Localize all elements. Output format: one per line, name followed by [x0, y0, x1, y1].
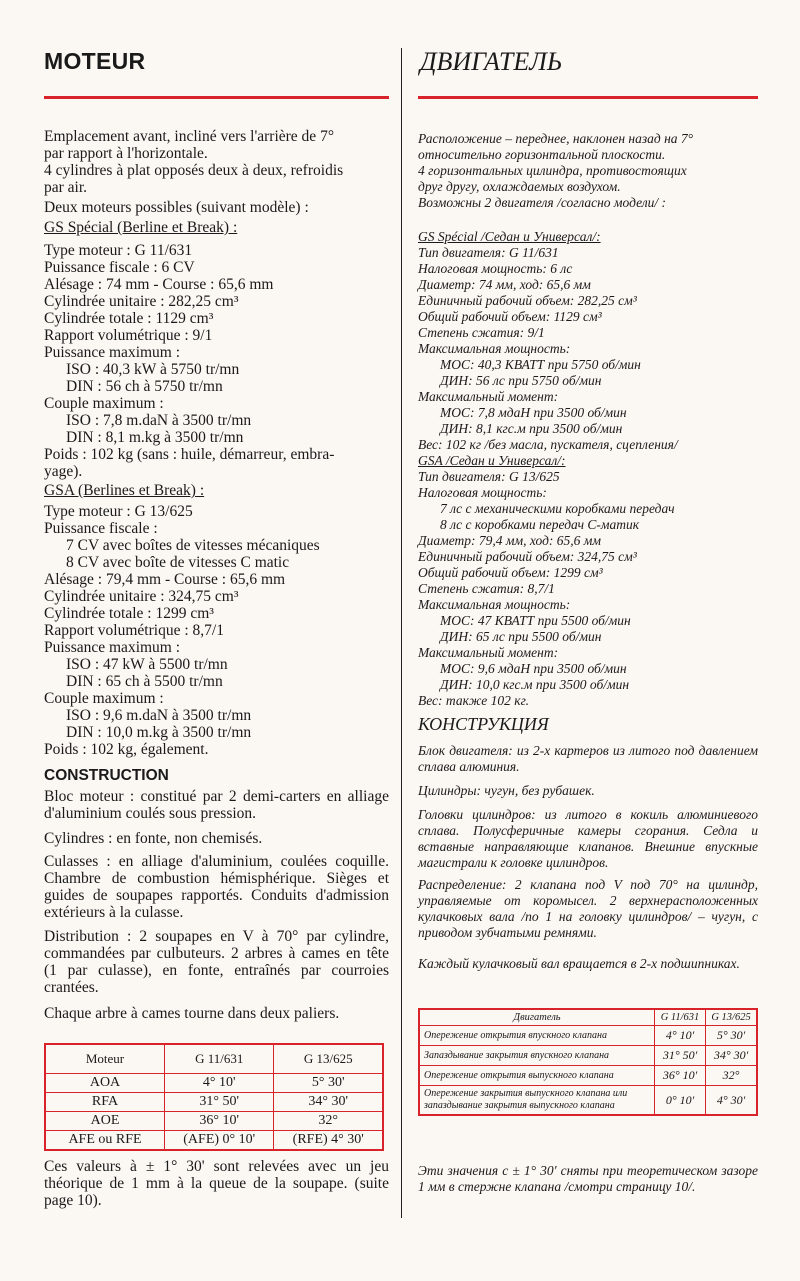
text-line: Couple maximum : — [44, 690, 164, 707]
model-heading: GS Spécial (Berline et Break) : — [44, 219, 238, 236]
text-line: Rapport volumétrique : 9/1 — [44, 327, 213, 344]
table-cell: 4° 30' — [706, 1086, 758, 1116]
text-line: DIN : 56 ch à 5750 tr/mn — [66, 378, 223, 395]
table-cell: Запаздывание закрытия впускного клапана — [419, 1046, 655, 1066]
table-cell: 5° 30' — [274, 1074, 383, 1093]
text-line: Единичный рабочий объем: 282,25 см³ — [418, 293, 637, 308]
text-line: Единичный рабочий объем: 324,75 см³ — [418, 549, 637, 564]
text-line: Deux moteurs possibles (suivant modèle) : — [44, 199, 309, 216]
table-cell: 32° — [706, 1066, 758, 1086]
text-line: DIN : 65 ch à 5500 tr/mn — [66, 673, 223, 690]
model-heading: GSA (Berlines et Break) : — [44, 482, 205, 499]
text-line: МОС: 40,3 КВАТТ при 5750 об/мин — [440, 357, 641, 372]
text-line: ISO : 7,8 m.daN à 3500 tr/mn — [66, 412, 252, 429]
text-line: yage). — [44, 463, 83, 480]
text-line: Максимальный момент: — [418, 389, 559, 404]
table-cell: 4° 10' — [655, 1026, 706, 1046]
paragraph: Chaque arbre à cames tourne dans deux paliers. — [44, 1005, 340, 1022]
table-cell: 5° 30' — [706, 1026, 758, 1046]
text-line: 4 горизонтальных цилиндра, противостоящих — [418, 163, 687, 178]
text-line: 8 лс с коробками передач C-матик — [440, 517, 640, 532]
text-line: Максимальная мощность: — [418, 341, 571, 356]
text-line: ISO : 40,3 kW à 5750 tr/mn — [66, 361, 240, 378]
table-header: Двигатель — [419, 1009, 655, 1026]
text-line: ДИН: 56 лс при 5750 об/мин — [440, 373, 602, 388]
paragraph: Головки цилиндров: из литого в кокиль алюминиевого сплава. Полусферичные камеры сгорания. Седла и вставные направляющие клапанов. Внешние впускные магистрали к головке цилиндров. — [418, 807, 758, 870]
table-cell: AFE ou RFE — [45, 1131, 165, 1151]
text-line: Тип двигателя: G 11/631 — [418, 245, 559, 260]
table-header: G 13/625 — [274, 1044, 383, 1074]
text-line: Степень сжатия: 9/1 — [418, 325, 545, 340]
title-underline — [44, 96, 389, 99]
table-cell: 32° — [274, 1112, 383, 1131]
text-line: par rapport à l'horizontale. — [44, 145, 208, 162]
paragraph: Distribution : 2 soupapes en V à 70° par cylindre, commandées par culbuteurs. 2 arbres à cames en tête (1 par culasse), en fonte, entraînés par courroies crantées. — [44, 928, 389, 996]
text-line: Вес: также 102 кг. — [418, 693, 530, 708]
section-title-dvigatel: ДВИГАТЕЛЬ — [420, 47, 563, 76]
construction-heading: КОНСТРУКЦИЯ — [418, 714, 549, 734]
text-line: ISO : 9,6 m.daN à 3500 tr/mn — [66, 707, 252, 724]
text-line: Максимальный момент: — [418, 645, 559, 660]
table-row — [45, 1112, 383, 1131]
text-line: относительно горизонтальной плоскости. — [418, 147, 666, 162]
text-line: Степень сжатия: 8,7/1 — [418, 581, 555, 596]
text-line: Poids : 102 kg (sans : huile, démarreur, embra- — [44, 446, 335, 463]
table-cell: AOE — [45, 1112, 165, 1131]
table-header: Moteur — [45, 1044, 165, 1074]
table-cell: 31° 50' — [655, 1046, 706, 1066]
text-line: ISO : 47 kW à 5500 tr/mn — [66, 656, 228, 673]
table-cell: 36° 10' — [165, 1112, 274, 1131]
table-row — [419, 1046, 757, 1066]
text-line: Вес: 102 кг /без масла, пускателя, сцепления/ — [418, 437, 678, 452]
table-row — [419, 1066, 757, 1086]
table-cell: (AFE) 0° 10' — [165, 1131, 274, 1151]
section-title-moteur: MOTEUR — [44, 48, 146, 74]
text-line: Cylindrée unitaire : 282,25 cm³ — [44, 293, 239, 310]
text-line: Emplacement avant, incliné vers l'arrière de 7° — [44, 128, 335, 145]
table-cell: Опережение закрытия выпускного клапана или запаздывание закрытия выпускного клапана — [419, 1086, 655, 1116]
text-line: друг другу, охлаждаемых воздухом. — [418, 179, 621, 194]
text-line: DIN : 8,1 m.kg à 3500 tr/mn — [66, 429, 244, 446]
text-line: ДИН: 65 лс при 5500 об/мин — [440, 629, 602, 644]
table-row — [419, 1086, 757, 1116]
text-line: Диаметр: 74 мм, ход: 65,6 мм — [418, 277, 591, 292]
text-line: Налоговая мощность: — [418, 485, 547, 500]
table-header: G 11/631 — [165, 1044, 274, 1074]
text-line: Puissance maximum : — [44, 639, 181, 656]
model-heading: GS Spécial /Седан и Универсал/: — [418, 229, 601, 244]
text-line: Type moteur : G 11/631 — [44, 242, 193, 259]
paragraph: Распределение: 2 клапана под V под 70° на цилиндр, управляемые от коромысел. 2 верхнерасположенных кулачковых вала /по 1 на головку цилиндров/ – чугун, с приводом зубчатыми ремнями. — [418, 877, 758, 940]
text-line: Alésage : 79,4 mm - Course : 65,6 mm — [44, 571, 286, 588]
table-cell: RFA — [45, 1093, 165, 1112]
text-line: Couple maximum : — [44, 395, 164, 412]
footnote: Эти значения с ± 1° 30' сняты при теоретическом зазоре 1 мм в стержне клапана /смотри страницу 10/. — [418, 1163, 758, 1194]
paragraph: Блок двигателя: из 2-х картеров из литого под давлением сплава алюминия. — [418, 743, 758, 774]
table-cell: 31° 50' — [165, 1093, 274, 1112]
text-line: 4 cylindres à plat opposés deux à deux, refroidis — [44, 162, 344, 179]
text-line: DIN : 10,0 m.kg à 3500 tr/mn — [66, 724, 252, 741]
text-line: ДИН: 8,1 кгс.м при 3500 об/мин — [440, 421, 623, 436]
table-cell: (RFE) 4° 30' — [274, 1131, 383, 1151]
text-line: Расположение – переднее, наклонен назад на 7° — [418, 131, 694, 146]
text-line: par air. — [44, 179, 88, 196]
paragraph: Цилиндры: чугун, без рубашек. — [418, 783, 595, 798]
text-line: Cylindrée totale : 1299 cm³ — [44, 605, 214, 622]
table-header: G 11/631 — [655, 1009, 706, 1026]
text-line: Cylindrée unitaire : 324,75 cm³ — [44, 588, 239, 605]
table-row — [45, 1131, 383, 1151]
model-heading: GSA /Седан и Универсал/: — [418, 453, 566, 468]
table-cell: AOA — [45, 1074, 165, 1093]
paragraph: Culasses : en alliage d'aluminium, coulées coquille. Chambre de combustion hémisphérique. Sièges et guides de soupapes rapportés. Conduits d'admission extérieurs à la culasse. — [44, 853, 389, 921]
text-line: 8 CV avec boîte de vitesses C matic — [66, 554, 290, 571]
text-line: Общий рабочий объем: 1129 см³ — [418, 309, 602, 324]
text-line: Налоговая мощность: 6 лс — [418, 261, 573, 276]
text-line: Puissance maximum : — [44, 344, 181, 361]
text-line: МОС: 7,8 мдаН при 3500 об/мин — [440, 405, 627, 420]
table-cell: 36° 10' — [655, 1066, 706, 1086]
text-line: Alésage : 74 mm - Course : 65,6 mm — [44, 276, 274, 293]
text-line: 7 лс с механическими коробками передач — [440, 501, 675, 516]
paragraph: Cylindres : en fonte, non chemisés. — [44, 830, 263, 847]
table-cell: 4° 10' — [165, 1074, 274, 1093]
paragraph: Каждый кулачковый вал вращается в 2-х подшипниках. — [418, 956, 740, 971]
table-cell: 34° 30' — [706, 1046, 758, 1066]
table-cell: Опережение открытия впускного клапана — [419, 1026, 655, 1046]
table-row — [45, 1074, 383, 1093]
paragraph: Bloc moteur : constitué par 2 demi-carters en alliage d'aluminium coulés sous pression. — [44, 788, 389, 822]
valve-timing-table — [44, 1043, 384, 1151]
title-underline — [418, 96, 758, 99]
table-row — [45, 1093, 383, 1112]
valve-timing-table — [418, 1008, 758, 1116]
text-line: 7 CV avec boîtes de vitesses mécaniques — [66, 537, 320, 554]
text-line: Poids : 102 kg, également. — [44, 741, 209, 758]
text-line: ДИН: 10,0 кгс.м при 3500 об/мин — [440, 677, 630, 692]
column-divider — [401, 48, 402, 1218]
table-cell: Опережение открытия выпускного клапана — [419, 1066, 655, 1086]
table-cell: 34° 30' — [274, 1093, 383, 1112]
text-line: МОС: 9,6 мдаН при 3500 об/мин — [440, 661, 627, 676]
text-line: Cylindrée totale : 1129 cm³ — [44, 310, 214, 327]
text-line: Rapport volumétrique : 8,7/1 — [44, 622, 224, 639]
text-line: Puissance fiscale : 6 CV — [44, 259, 195, 276]
table-row — [419, 1026, 757, 1046]
table-cell: 0° 10' — [655, 1086, 706, 1116]
text-line: Type moteur : G 13/625 — [44, 503, 193, 520]
text-line: Возможны 2 двигателя /согласно модели/ : — [418, 195, 667, 210]
table-header: G 13/625 — [706, 1009, 758, 1026]
text-line: Тип двигателя: G 13/625 — [418, 469, 560, 484]
construction-heading: CONSTRUCTION — [44, 767, 169, 784]
footnote: Ces valeurs à ± 1° 30' sont relevées avec un jeu théorique de 1 mm à la queue de la soupape. (suite page 10). — [44, 1158, 389, 1209]
text-line: Диаметр: 79,4 мм, ход: 65,6 мм — [418, 533, 602, 548]
text-line: МОС: 47 КВАТТ при 5500 об/мин — [440, 613, 631, 628]
text-line: Максимальная мощность: — [418, 597, 571, 612]
text-line: Puissance fiscale : — [44, 520, 158, 537]
text-line: Общий рабочий объем: 1299 см³ — [418, 565, 603, 580]
